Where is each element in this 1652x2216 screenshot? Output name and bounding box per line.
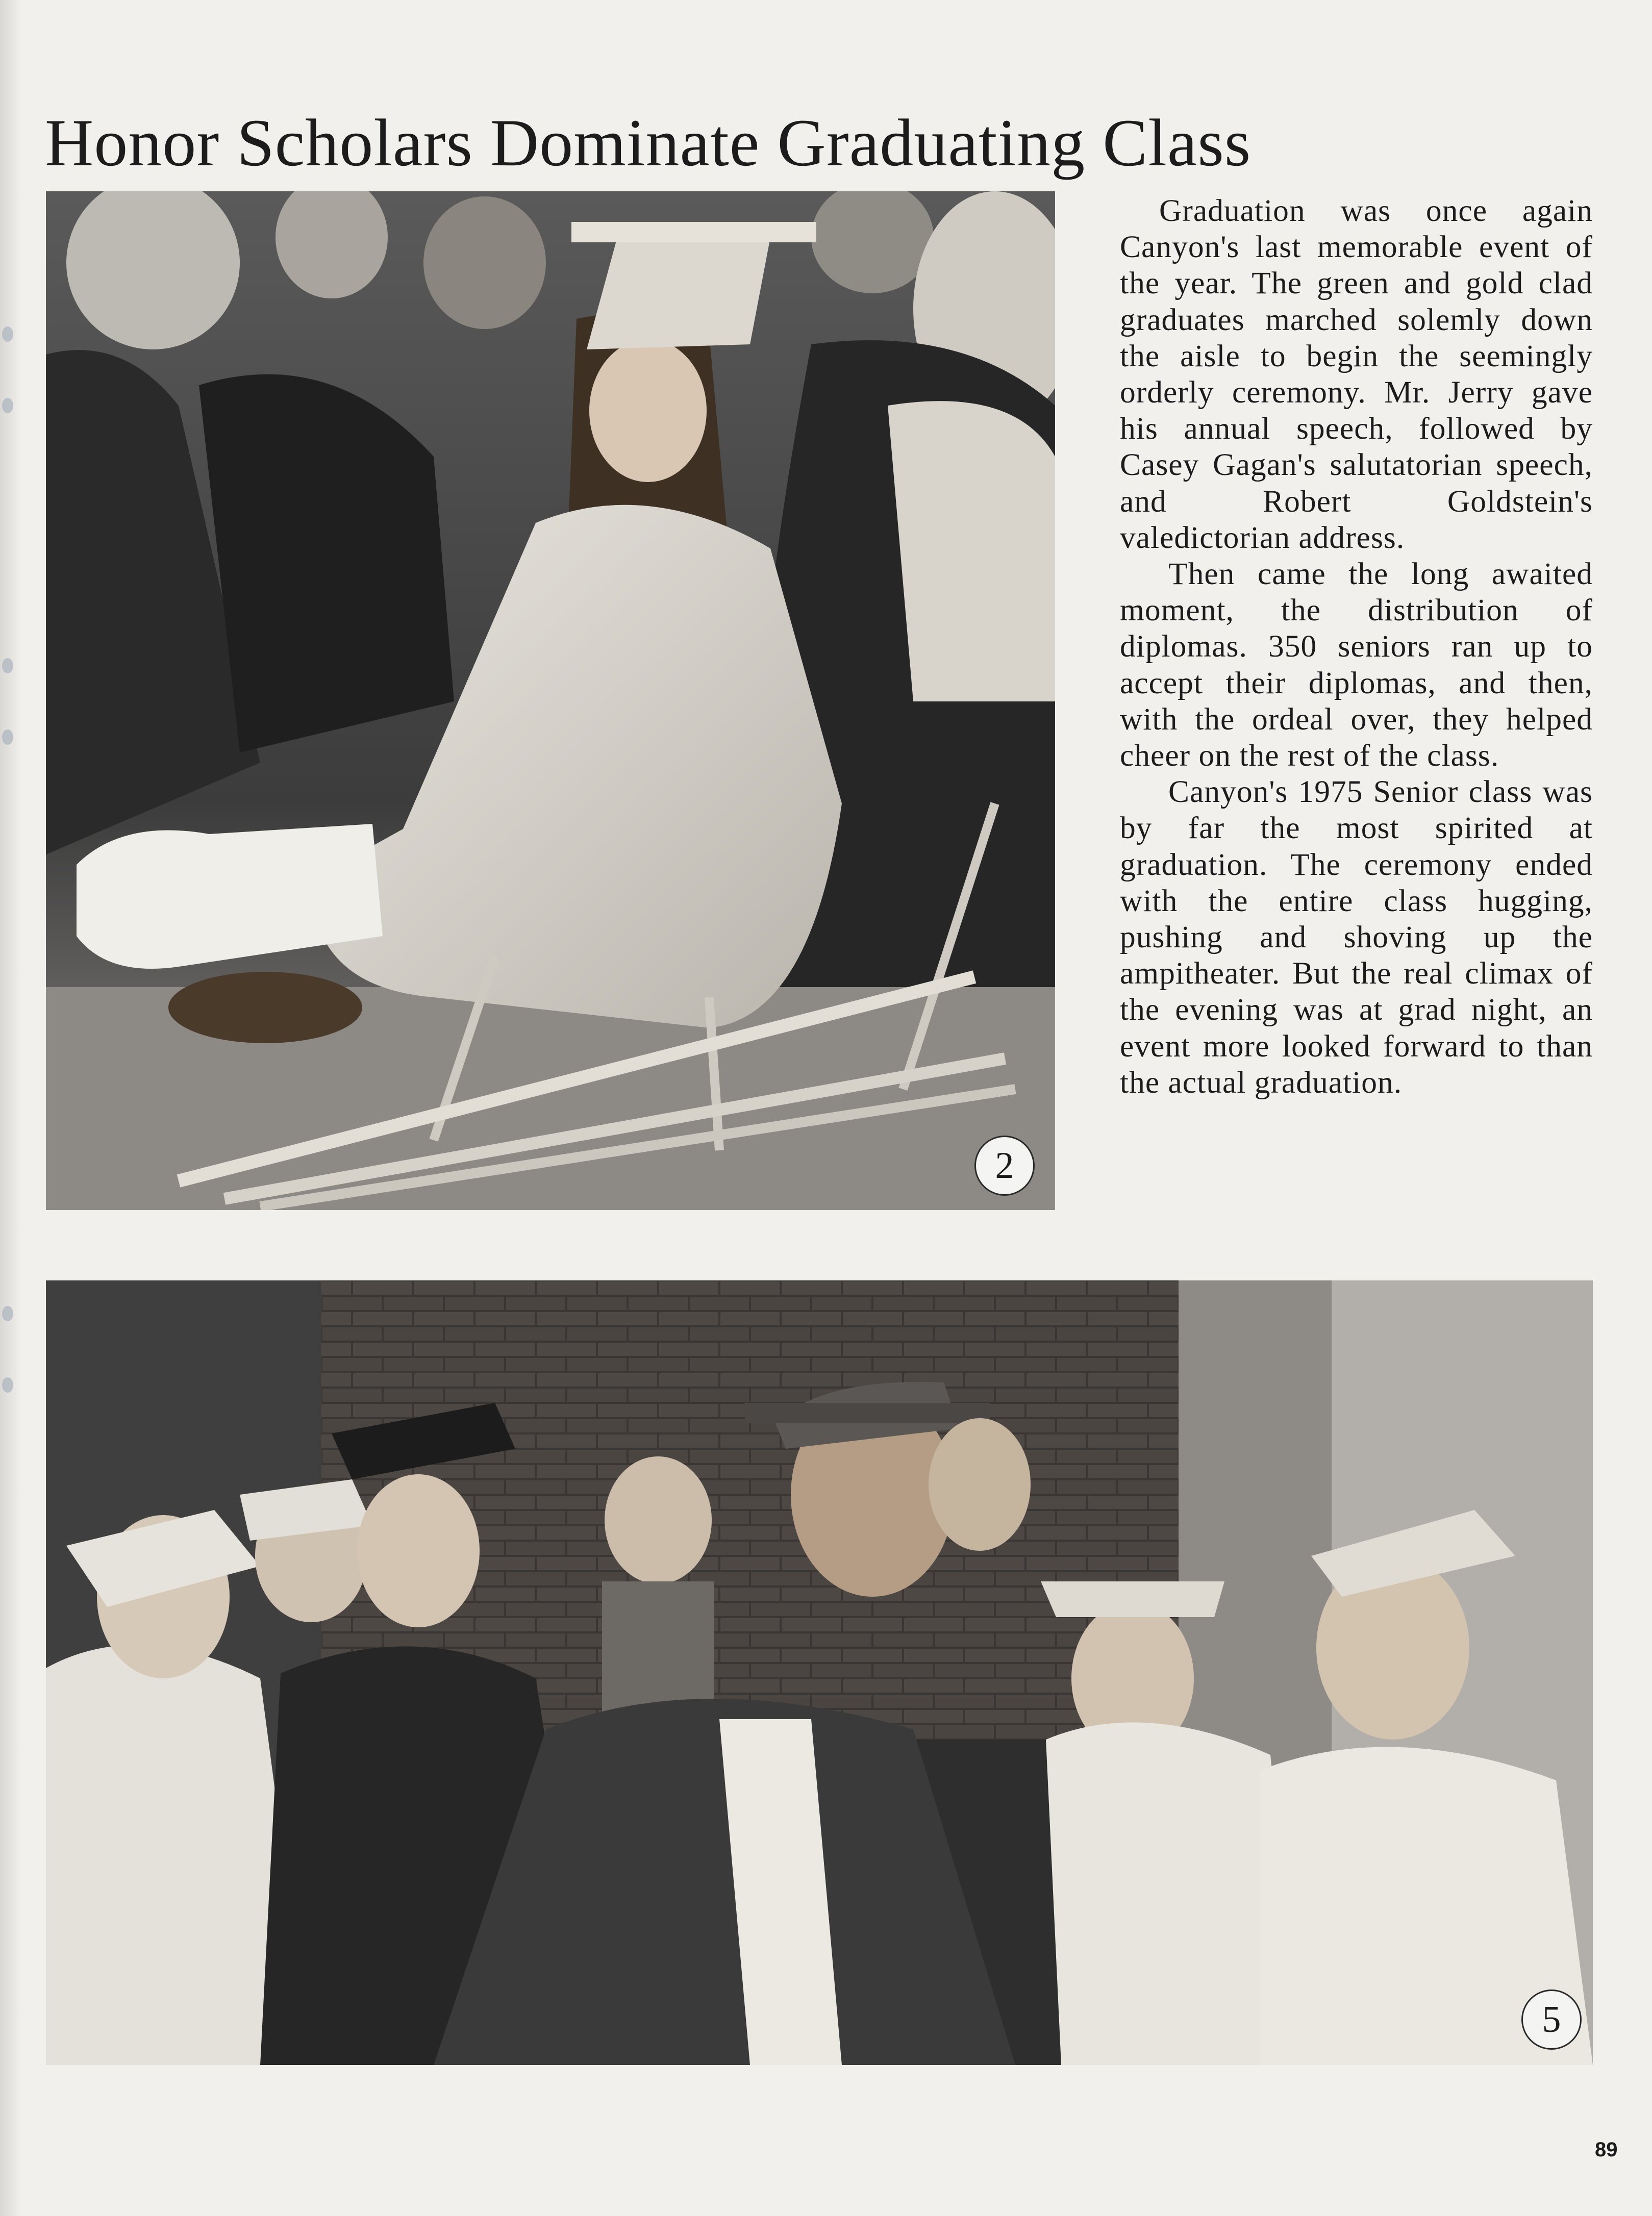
article-paragraph: Canyon's 1975 Senior class was by far the most spirited at graduation. The ceremony ended with the entire class hugging, pushing and shoving up the ampitheater. But the real climax of the evening was at grad night, an event more looked forward to than the actual graduation.: [1120, 774, 1593, 1100]
graduates-procession-illustration: [46, 1280, 1593, 2065]
binding-hole: [2, 1377, 13, 1393]
seated-graduate-photo: [46, 191, 1055, 1210]
graduates-procession-photo: [46, 1280, 1593, 2065]
photo-number-badge: 5: [1521, 1990, 1582, 2050]
article-paragraph: Then came the long awaited moment, the distribution of diplomas. 350 seniors ran up to accept their diplomas, and then, with the ordeal over, they helped cheer on the rest of the class.: [1120, 557, 1593, 773]
binding-hole: [2, 398, 13, 413]
binding-hole: [2, 1306, 13, 1321]
photo-number-badge: 2: [974, 1136, 1035, 1196]
article-body: [1120, 193, 1593, 1101]
seated-graduate-illustration: [46, 191, 1055, 1210]
page-headline: Honor Scholars Dominate Graduating Class: [45, 105, 1251, 180]
page-number: 89: [1595, 2138, 1618, 2161]
article-paragraph: Graduation was once again Canyon's last memorable event of the year. The green and gold clad graduates marched solemly down the aisle to begin the seemingly orderly ceremony. Mr. Jerry gave his annual speech, followed by Casey Gagan's salutatorian speech, and Robert Goldstein's valedictorian address.: [1120, 193, 1593, 555]
page-binding-edge: [0, 0, 20, 2216]
binding-hole: [2, 729, 13, 745]
binding-hole: [2, 658, 13, 673]
binding-hole: [2, 326, 13, 342]
